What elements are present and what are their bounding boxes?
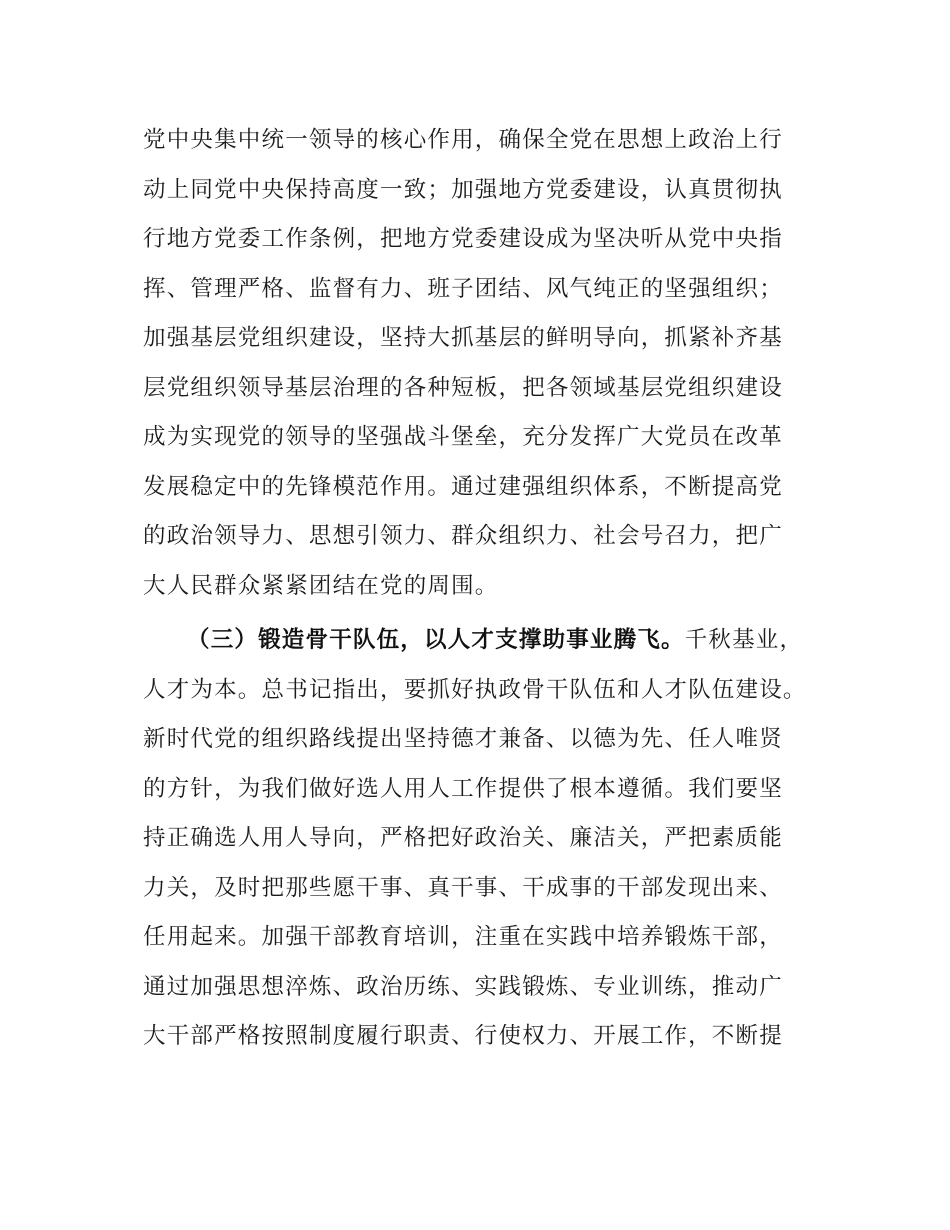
paragraph-line: 的方针，为我们做好选人用人工作提供了根本遵循。我们要坚 <box>143 775 783 802</box>
paragraph-line: 大人民群众紧紧团结在党的周围。 <box>143 572 499 599</box>
paragraph-line: 的政治领导力、思想引领力、群众组织力、社会号召力，把广 <box>143 523 783 549</box>
paragraph-line: 任用起来。加强干部教育培训，注重在实践中培养锻炼干部， <box>143 924 783 950</box>
paragraph-line: 层党组织领导基层治理的各种短板，把各领域基层党组织建设 <box>143 374 783 401</box>
paragraph-line: 新时代党的组织路线提出坚持德才兼备、以德为先、任人唯贤 <box>143 726 783 752</box>
paragraph-first-line <box>143 616 843 666</box>
paragraph-line: 加强基层党组织建设，坚持大抓基层的鲜明导向，抓紧补齐基 <box>143 325 783 351</box>
paragraph-line: 成为实现党的领导的坚强战斗堡垒，充分发挥广大党员在改革 <box>143 424 783 450</box>
paragraph-line: 挥、管理严格、监督有力、班子团结、风气纯正的坚强组织； <box>143 275 783 302</box>
paragraph-line: 人才为本。总书记指出，要抓好执政骨干队伍和人才队伍建设。 <box>143 676 807 703</box>
paragraph-line: 持正确选人用人导向，严格把好政治关、廉洁关，严把素质能 <box>143 825 783 851</box>
paragraph-line: 党中央集中统一领导的核心作用，确保全党在思想上政治上行 <box>143 127 783 153</box>
paragraph-line: 力关，及时把那些愿干事、真干事、干成事的干部发现出来、 <box>143 874 783 901</box>
paragraph-line: 发展稳定中的先锋模范作用。通过建强组织体系，不断提高党 <box>143 473 783 500</box>
paragraph-line: 通过加强思想淬炼、政治历练、实践锻炼、专业训练，推动广 <box>143 973 783 1000</box>
paragraph-line: 动上同党中央保持高度一致；加强地方党委建设，认真贯彻执 <box>143 176 783 203</box>
paragraph-line: 大干部严格按照制度履行职责、行使权力、开展工作，不断提 <box>143 1023 783 1049</box>
paragraph-line: 行地方党委工作条例，把地方党委建设成为坚决听从党中央指 <box>143 226 783 252</box>
section-heading: （三）锻造骨干队伍，以人才支撑助事业腾飞。 <box>187 627 685 653</box>
heading-continuation: 千秋基业， <box>684 627 804 653</box>
paragraph-2 <box>143 616 843 1062</box>
paragraph-1 <box>143 116 843 611</box>
